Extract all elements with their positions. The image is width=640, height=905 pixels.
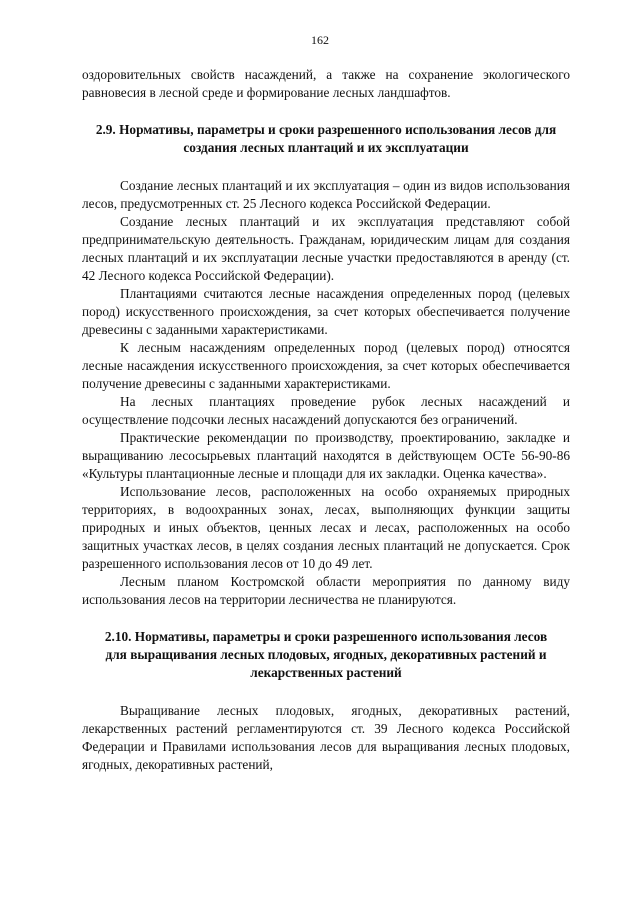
section-2-9-paragraph: Лесным планом Костромской области мероприятия по данному виду использования лесов на территории лесничества не планируются. [82,574,570,607]
section-2-10-heading [82,628,570,682]
section-2-9-heading-line: 2.9. Нормативы, параметры и сроки разрешенного использования лесов для [95,122,557,137]
section-2-9-paragraph: Практические рекомендации по производству, проектированию, закладке и выращиванию лесосырьевых плантаций находятся в действующем ОСТе 56-90-86 «Культуры плантационные лесные и площади для их закладки. Оценка качества». [82,430,570,481]
section-2-9-heading-line: создания лесных плантаций и их эксплуатации [183,140,469,155]
section-2-9-paragraph: Создание лесных плантаций и их эксплуатация представляют собой предпринимательскую деятельность. Гражданам, юридическим лицам для создания лесных плантаций и их эксплуатации лесные участки предоставляются в аренду (ст. 42 Лесного кодекса Российской Федерации). [82,214,570,283]
spacer [82,682,570,702]
section-2-9-paragraph: Создание лесных плантаций и их эксплуатация – один из видов использования лесов, предусмотренных ст. 25 Лесного кодекса Российской Федерации. [82,178,570,211]
section-2-9-paragraph: Использование лесов, расположенных на особо охраняемых природных территориях, в водоохранных зонах, лесах, выполняющих функции защиты природных и иных объектов, ценных лесах и лесах, расположенных на особо защитных участках лесов, в целях создания лесных плантаций не допускается. Срок разрешенного использования лесов от 10 до 49 лет. [82,484,570,571]
section-2-10-heading-line: 2.10. Нормативы, параметры и сроки разрешенного использования лесов [104,629,548,644]
section-2-10-paragraph: Выращивание лесных плодовых, ягодных, декоративных растений, лекарственных растений регламентируются ст. 39 Лесного кодекса Российской Федерации и Правилами использования лесов для выращивания лесных плодовых, ягодных, декоративных растений, [82,703,570,772]
page-number: 162 [311,33,329,47]
section-2-10-heading-line: лекарственных растений [250,665,402,680]
section-2-9-heading [82,121,570,157]
section-2-9-paragraph: К лесным насаждениям определенных пород (целевых пород) относятся лесные насаждения искусственного происхождения, за счет которых обеспечивается получение древесины с заданными характеристиками. [82,340,570,391]
page-body [82,66,570,774]
section-2-9-paragraph: На лесных плантациях проведение рубок лесных насаждений и осуществление подсочки лесных насаждений допускаются без ограничений. [82,394,570,427]
section-2-9-paragraph: Плантациями считаются лесные насаждения определенных пород (целевых пород) искусственного происхождения, за счет которых обеспечивается получение древесины с заданными характеристиками. [82,286,570,337]
section-2-10-heading-line: для выращивания лесных плодовых, ягодных, декоративных растений и [105,647,547,662]
spacer [82,102,570,121]
spacer [82,609,570,628]
intro-paragraph: оздоровительных свойств насаждений, а также на сохранение экологического равновесия в лесной среде и формирование лесных ландшафтов. [82,67,570,100]
spacer [82,157,570,177]
